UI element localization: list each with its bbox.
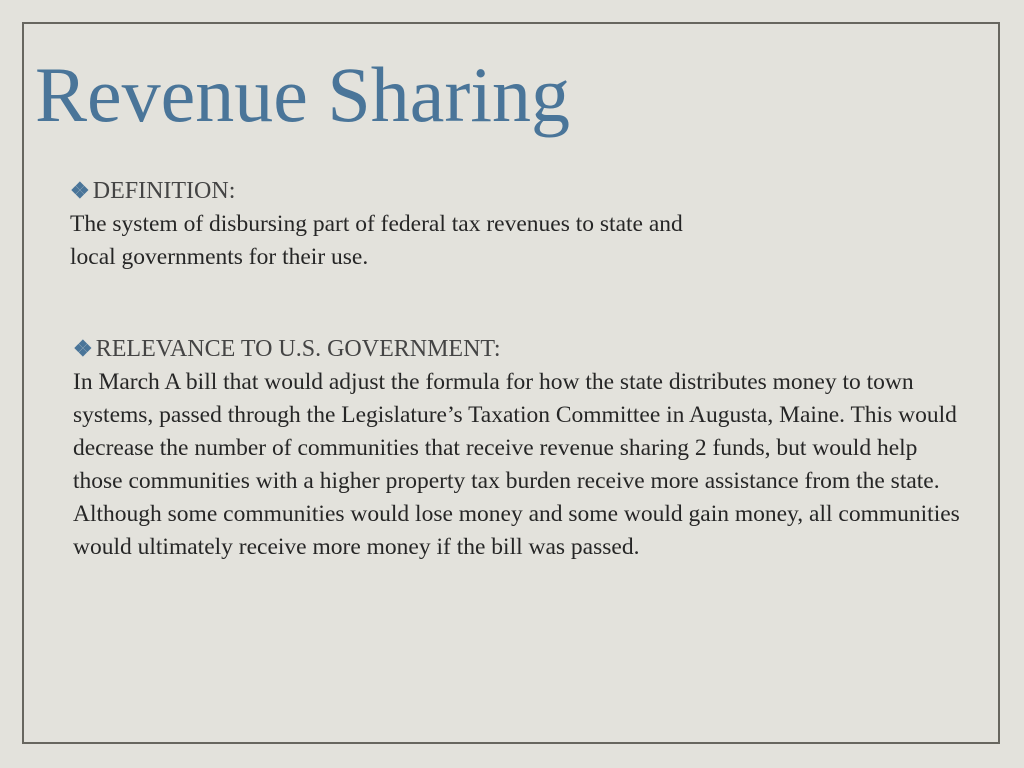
definition-text: The system of disbursing part of federal tax revenues to state and local governments for their use. [70,211,683,270]
slide-title: Revenue Sharing [35,51,571,138]
relevance-text: In March A bill that would adjust the formula for how the state distributes money to town systems, passed through the Legislature’s Taxation Committee in Augusta, Maine. This would decrease the number of communities that receive revenue sharing 2 funds, but would help those communities with a higher property tax burden receive more assistance from the state. Although some communities would lose money and some would gain money, all communities would ultimately receive more money if the bill was passed. [73,369,960,560]
relevance-heading-row [73,332,963,366]
definition-heading-row [70,174,710,208]
definition-section [70,174,710,274]
definition-heading: DEFINITION: [92,178,236,204]
relevance-heading: RELEVANCE TO U.S. GOVERNMENT: [95,336,501,362]
relevance-section [73,332,963,564]
diamond-bullet-icon: ❖ [73,336,93,361]
diamond-bullet-icon: ❖ [70,178,90,203]
